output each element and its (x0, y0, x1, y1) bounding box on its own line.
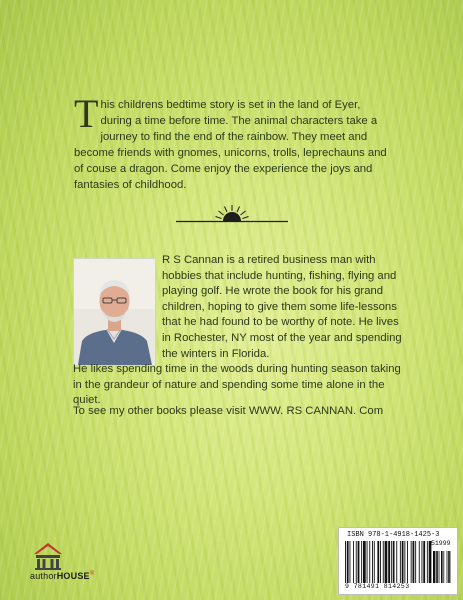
author-bio: R S Cannan is a retired business man with hobbies that include hunting, fishing, flying and playing golf. He wrote the book for his grand children, hoping to give them some life-lessons that he had found to be worthy of note. He lives in Rochester, NY most of the year and spending the winters in Florida. (162, 254, 402, 360)
isbn-barcode (338, 527, 458, 595)
author-bio-continued: He likes spending time in the woods during hunting season taking in the grandeur of nature and spending some time alone in the quiet. (73, 363, 401, 407)
isbn-number: ISBN 978-1-4918-1425-3 (347, 531, 440, 539)
blurb-text: his childrens bedtime story is set in the land of Eyer, during a time before time. The animal characters take a journey to find the end of the rainbow. They meet and become friends with gnomes, unicorns, trolls, leprechauns and of couse a dragon. Come enjoy the experience the joys and fantasies of childhood. (74, 99, 387, 191)
publisher-name: authorHOUSE® (30, 571, 95, 581)
rising-sun-icon (176, 203, 288, 225)
authorhouse-logo-icon (32, 540, 64, 570)
author-website-note: To see my other books please visit WWW. RS CANNAN. Com (73, 405, 384, 417)
barcode-number: 9 781491 814253 (345, 583, 410, 590)
author-photo (73, 258, 156, 366)
book-blurb (74, 91, 394, 193)
drop-cap: T (74, 91, 99, 136)
publisher-logo (26, 540, 106, 588)
barcode-bars (345, 541, 451, 583)
price-code: 51999 (431, 540, 451, 547)
